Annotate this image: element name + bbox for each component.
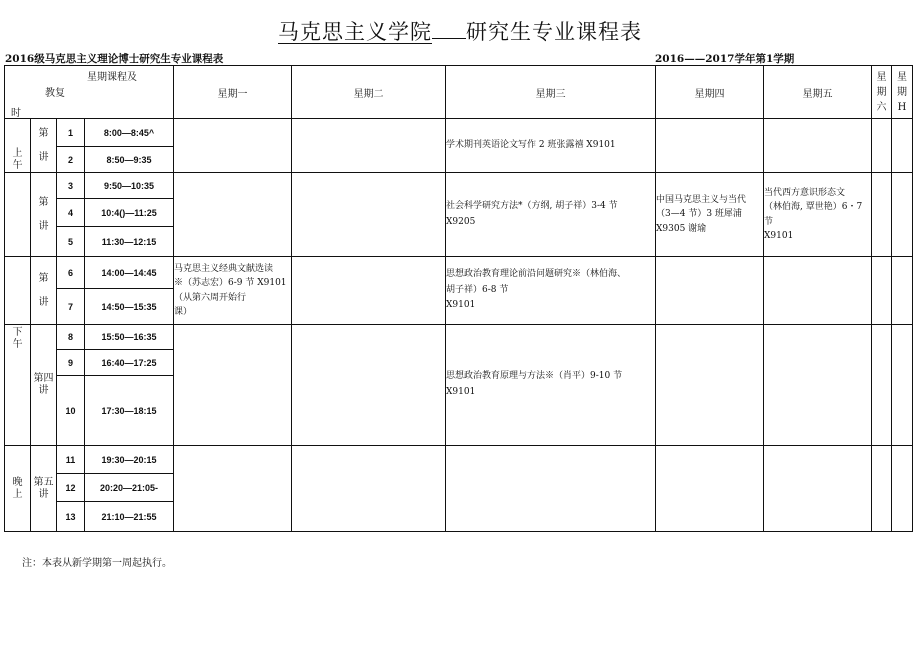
session-time: 14:50—15:35 — [85, 289, 174, 325]
session-row-6 — [5, 257, 913, 289]
period-afternoon-top — [5, 257, 31, 325]
course-schedule-table — [4, 65, 913, 532]
cell-sun-l1 — [892, 119, 913, 173]
session-time: 17:30—18:15 — [85, 376, 174, 446]
session-row-8 — [5, 325, 913, 350]
lecture-2-label: 第 讲 — [31, 173, 57, 257]
session-time: 9:50—10:35 — [85, 173, 174, 199]
session-no: 3 — [57, 173, 85, 199]
lecture-3-label: 第 讲 — [31, 257, 57, 325]
day-header-tue: 星期二 — [292, 66, 446, 119]
period-afternoon-label: 下 午 — [5, 325, 31, 446]
session-time: 20:20—21:05- — [85, 474, 174, 502]
cell-sat-l4 — [872, 325, 892, 446]
cell-thu-l1 — [656, 119, 764, 173]
cell-fri-l5 — [764, 446, 872, 532]
cell-fri-l4 — [764, 325, 872, 446]
period-morning-cont — [5, 173, 31, 257]
course-mon-l3: 马克思主义经典文献选读 ※（苏志宏）6-9 节 X9101 （从第六周开始行 课） — [174, 257, 292, 325]
lecture-1-label: 第 讲 — [31, 119, 57, 173]
session-no: 9 — [57, 350, 85, 376]
lecture-5-label: 第五 讲 — [31, 446, 57, 532]
session-no: 10 — [57, 376, 85, 446]
page-title — [0, 16, 920, 46]
corner-label-bottom: 时 — [11, 108, 21, 119]
cell-thu-l4 — [656, 325, 764, 446]
session-row-11 — [5, 446, 913, 474]
cell-wed-l5 — [446, 446, 656, 532]
session-time: 19:30—20:15 — [85, 446, 174, 474]
day-header-mon: 星期一 — [174, 66, 292, 119]
lecture-4-label: 第四 讲 — [31, 325, 57, 446]
day-header-wed: 星期三 — [446, 66, 656, 119]
cell-tue-l1 — [292, 119, 446, 173]
session-no: 5 — [57, 227, 85, 257]
session-no: 7 — [57, 289, 85, 325]
day-header-fri: 星期五 — [764, 66, 872, 119]
session-time: 10:4()—11:25 — [85, 199, 174, 227]
session-no: 4 — [57, 199, 85, 227]
course-thu-l2: 中国马克思主义与当代 （3—4 节）3 班犀浦 X9305 谢瑜 — [656, 173, 764, 257]
cell-fri-l1 — [764, 119, 872, 173]
course-wed-l1: 学术期刊英语论文写作 2 班张露禧 X9101 — [446, 119, 656, 173]
session-time: 21:10—21:55 — [85, 502, 174, 532]
cell-sun-l2 — [892, 173, 913, 257]
session-time: 15:50—16:35 — [85, 325, 174, 350]
period-evening-label: 晚 上 — [5, 446, 31, 532]
session-no: 1 — [57, 119, 85, 147]
session-row-1 — [5, 119, 913, 147]
cell-fri-l3 — [764, 257, 872, 325]
session-time: 11:30—12:15 — [85, 227, 174, 257]
session-no: 11 — [57, 446, 85, 474]
cell-tue-l4 — [292, 325, 446, 446]
schedule-caption: 2016级马克思主义理论博士研究生专业课程表 — [5, 53, 224, 65]
course-wed-l2: 社会科学研究方法*（方纲, 胡子祥）3-4 节 X9205 — [446, 173, 656, 257]
session-time: 16:40—17:25 — [85, 350, 174, 376]
day-header-sat: 星 期 六 — [872, 66, 892, 119]
cell-sun-l5 — [892, 446, 913, 532]
session-no: 2 — [57, 147, 85, 173]
session-time: 8:00—8:45^ — [85, 119, 174, 147]
session-no: 12 — [57, 474, 85, 502]
footnote: 注：本表从新学期第一周起执行。 — [22, 558, 172, 569]
corner-label-mid: 教复 — [45, 88, 65, 99]
course-wed-l4: 思想政治教育原理与方法※（肖平）9-10 节 X9101 — [446, 325, 656, 446]
corner-label-top: 星期课程及 — [87, 72, 137, 83]
title-department: 马克思主义学院 — [278, 20, 432, 44]
cell-sat-l3 — [872, 257, 892, 325]
cell-sat-l1 — [872, 119, 892, 173]
cell-sun-l4 — [892, 325, 913, 446]
cell-mon-l4 — [174, 325, 292, 446]
corner-cell — [5, 66, 174, 119]
cell-mon-l1 — [174, 119, 292, 173]
session-row-3 — [5, 173, 913, 199]
cell-sat-l2 — [872, 173, 892, 257]
cell-thu-l5 — [656, 446, 764, 532]
session-no: 6 — [57, 257, 85, 289]
cell-sat-l5 — [872, 446, 892, 532]
day-header-sun: 星 期 H — [892, 66, 913, 119]
cell-mon-l2 — [174, 173, 292, 257]
session-no: 8 — [57, 325, 85, 350]
term-label: 2016——2017学年第1学期 — [655, 53, 795, 65]
title-underline-gap — [432, 37, 466, 39]
header-row — [5, 66, 913, 119]
title-subtitle: 研究生专业课程表 — [466, 20, 642, 44]
cell-sun-l3 — [892, 257, 913, 325]
cell-thu-l3 — [656, 257, 764, 325]
cell-tue-l2 — [292, 173, 446, 257]
session-time: 8:50—9:35 — [85, 147, 174, 173]
session-no: 13 — [57, 502, 85, 532]
cell-tue-l3 — [292, 257, 446, 325]
course-wed-l3: 思想政治教育理论前沿问题研究※（林伯海、 胡子祥）6-8 节 X9101 — [446, 257, 656, 325]
period-morning-text: 上 午 — [12, 148, 23, 171]
session-time: 14:00—14:45 — [85, 257, 174, 289]
period-morning-label — [5, 119, 31, 173]
course-fri-l2: 当代西方意识形态文 （林伯海, 覃世艳）6・7 节 X9101 — [764, 173, 872, 257]
cell-tue-l5 — [292, 446, 446, 532]
day-header-thu: 星期四 — [656, 66, 764, 119]
cell-mon-l5 — [174, 446, 292, 532]
